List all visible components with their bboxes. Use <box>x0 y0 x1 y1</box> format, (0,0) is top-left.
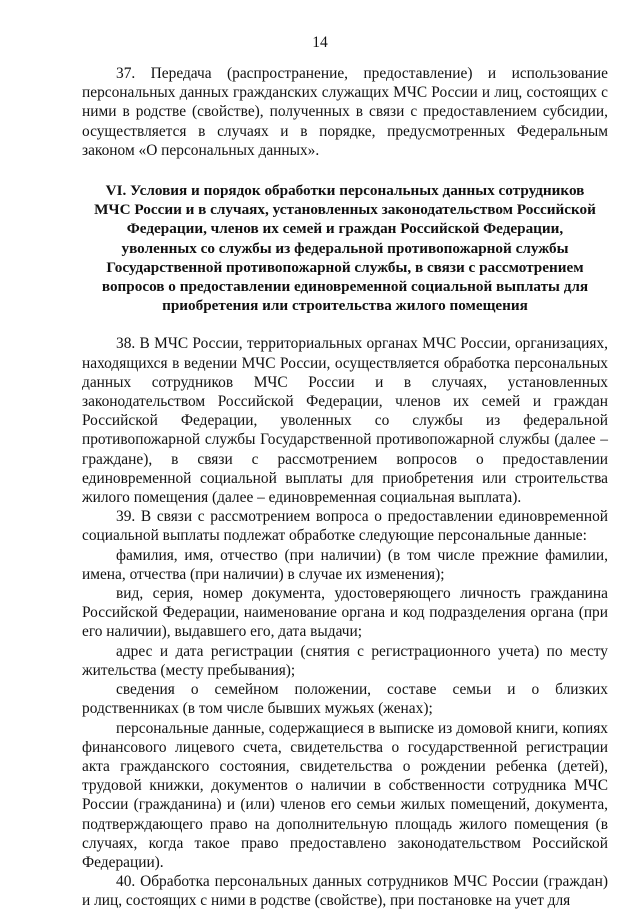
list-item: фамилия, имя, отчество (при наличии) (в том числе прежние фамилии, имена, отчества (при наличии) в случае их изменения); <box>82 546 608 583</box>
list-item: вид, серия, номер документа, удостоверяющего личность гражданина Российской Федерации, наименование органа и код подразделения органа (при его наличии), выдавшего его, дата выдачи; <box>82 585 608 641</box>
paragraph-37: 37. Передача (распространение, предоставление) и использование персональных данных гражданских служащих МЧС России и лиц, состоящих с ними в родстве (свойстве), полученных в связи с предоставлением субсидии, осуществляется в случаях и в порядке, предусмотренных Федеральным законом «О персональных данных». <box>82 65 608 159</box>
document-body <box>82 64 608 911</box>
list-item: персональные данные, содержащиеся в выписке из домовой книги, копиях финансового лицевого счета, свидетельства о государственной регистрации акта гражданского состояния, свидетельства о рождении ребенка (детей), трудовой книжки, документов о наличии в собственности сотрудника МЧС России (гражданина) и (или) членов его семьи жилых помещений, документа, подтверждающего право на дополнительную площадь жилого помещения (в случаях, когда такое право предоставлено законодательством Российской Федерации). <box>82 719 608 871</box>
paragraph-40: 40. Обработка персональных данных сотрудников МЧС России (граждан) и лиц, состоящих с ними в родстве (свойстве), при постановке на учет для <box>82 873 608 910</box>
section-heading: VI. Условия и порядок обработки персональных данных сотрудников МЧС России и в случаях, установленных законодательством Российской Федерации, членов их семей и граждан Российской Федерации, уволенных со службы из федеральной противопожарной службы Государственной противопожарной службы, в связи с рассмотрением вопросов о предоставлении единовременной социальной выплаты для приобретения или строительства жилого помещения <box>94 182 596 315</box>
list-item: сведения о семейном положении, составе семьи и о близких родственниках (в том числе бывших мужьях (женах); <box>82 681 608 718</box>
list-item: адрес и дата регистрации (снятия с регистрационного учета) по месту жительства (месту пребывания); <box>82 642 608 679</box>
paragraph-39: 39. В связи с рассмотрением вопроса о предоставлении единовременной социальной выплаты подлежат обработке следующие персональные данные: <box>82 508 608 545</box>
page-number: 14 <box>312 34 328 51</box>
paragraph-38: 38. В МЧС России, территориальных органах МЧС России, организациях, находящихся в ведении МЧС России, осуществляется обработка персональных данных сотрудников МЧС России и в случаях, установленных законодательством Российской Федерации, членов их семей и граждан Российской Федерации, уволенных со службы из федеральной противопожарной службы Государственной противопожарной службы (далее – граждане), в связи с рассмотрением вопросов о предоставлении единовременной социальной выплаты для приобретения или строительства жилого помещения (далее – единовременная социальная выплата). <box>82 335 608 507</box>
